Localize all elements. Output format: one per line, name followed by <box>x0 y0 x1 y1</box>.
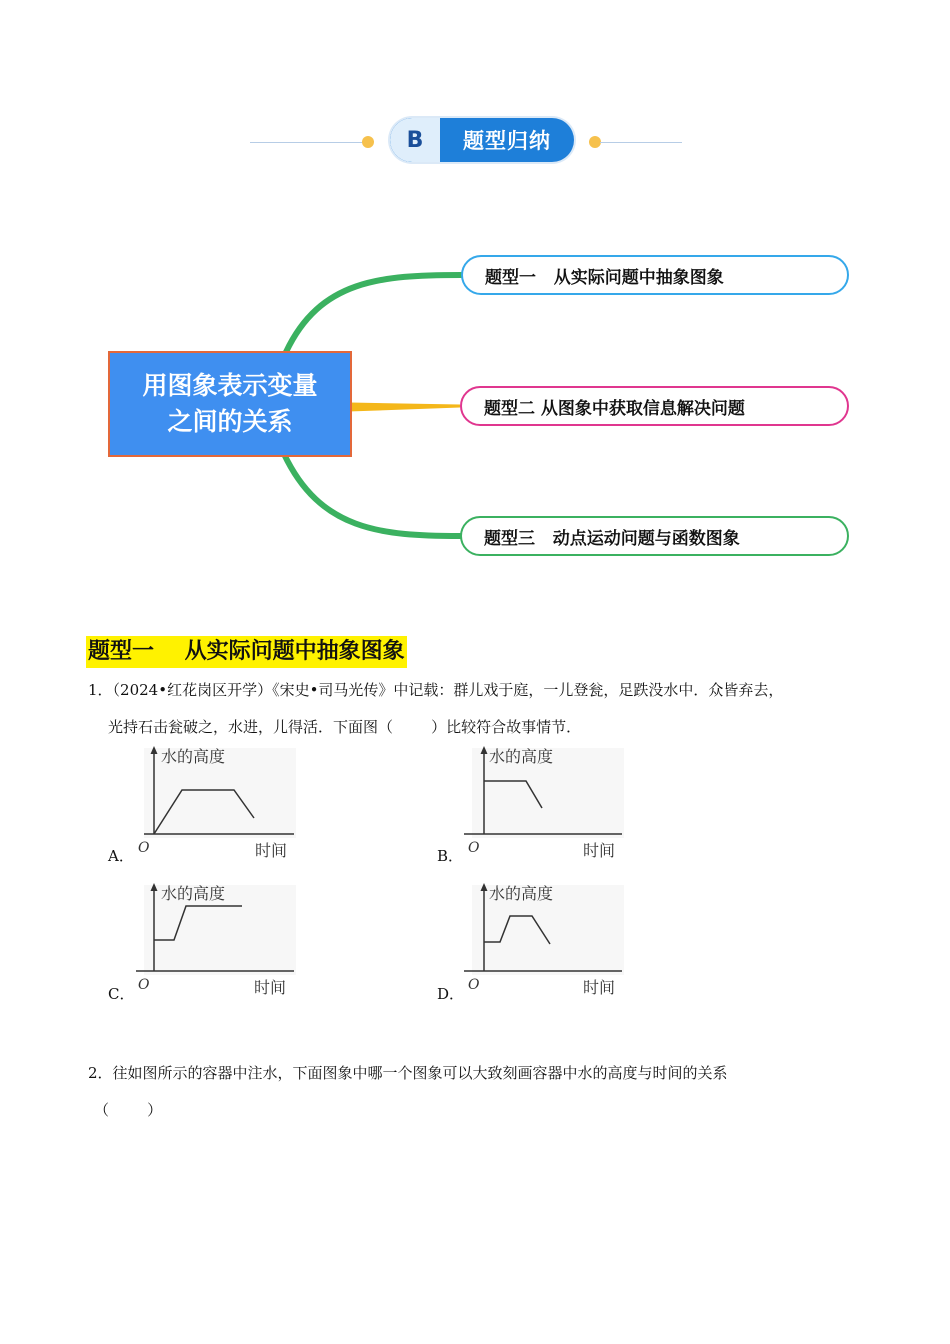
mindmap-center-node <box>108 351 352 457</box>
question-2-answer-blank: （ ） <box>94 1101 163 1119</box>
connector-middle <box>350 404 460 410</box>
option-c-y-label: 水的高度 <box>161 884 226 903</box>
section-banner <box>390 118 574 162</box>
option-c-x-label: 时间 <box>254 978 287 997</box>
branch-2-label: 题型二 从图象中获取信息解决问题 <box>484 398 745 419</box>
option-b-x-label: 时间 <box>583 841 616 860</box>
banner-letter: B <box>390 118 440 162</box>
option-a-x-label: 时间 <box>255 841 288 860</box>
center-line-2: 之间的关系 <box>167 407 293 436</box>
question-1-text-line2: 光持石击瓮破之，水进，儿得活．下面图（ ）比较符合故事情节． <box>108 718 582 736</box>
option-a-graph[interactable] <box>134 742 304 864</box>
option-b-y-label: 水的高度 <box>489 747 554 766</box>
connector-top <box>286 275 461 352</box>
option-a-origin: O <box>138 840 150 856</box>
question-2-text-line1: 2．往如图所示的容器中注水，下面图象中哪一个图象可以大致刻画容器中水的高度与时间的关系 <box>88 1064 728 1082</box>
option-d-origin: O <box>468 977 480 993</box>
mindmap-branch-3 <box>460 516 849 556</box>
mindmap-branch-1 <box>461 255 849 295</box>
option-c-origin: O <box>138 977 150 993</box>
branch-3-label: 题型三 动点运动问题与函数图象 <box>484 528 740 549</box>
option-d-y-label: 水的高度 <box>489 884 554 903</box>
option-d-x-label: 时间 <box>583 978 616 997</box>
option-a-label[interactable]: A． <box>108 847 134 865</box>
option-a-y-label: 水的高度 <box>161 747 226 766</box>
banner-title: 题型归纳 <box>463 129 551 153</box>
option-b-origin: O <box>468 840 480 856</box>
center-line-1: 用图象表示变量 <box>142 371 318 400</box>
option-c-label[interactable]: C． <box>108 985 135 1003</box>
connector-bottom <box>284 454 460 536</box>
header-divider-left <box>250 142 368 143</box>
option-c-graph[interactable] <box>134 879 304 1001</box>
header-divider-right <box>600 142 682 143</box>
branch-1-label: 题型一 从实际问题中抽象图象 <box>485 267 724 288</box>
option-d-graph[interactable] <box>462 879 632 1001</box>
option-d-label[interactable]: D． <box>437 985 465 1003</box>
mindmap-branch-2 <box>460 386 849 426</box>
question-1-text-line1: 1．（2024•红花岗区开学）《宋史•司马光传》中记载：群儿戏于庭，一儿登瓮，足跌没水中．众皆弃去， <box>88 681 784 699</box>
section-heading: 题型一 从实际问题中抽象图象 <box>86 636 407 668</box>
option-b-graph[interactable] <box>462 742 632 864</box>
option-b-label[interactable]: B． <box>437 847 464 865</box>
header-dot-left <box>362 136 374 148</box>
